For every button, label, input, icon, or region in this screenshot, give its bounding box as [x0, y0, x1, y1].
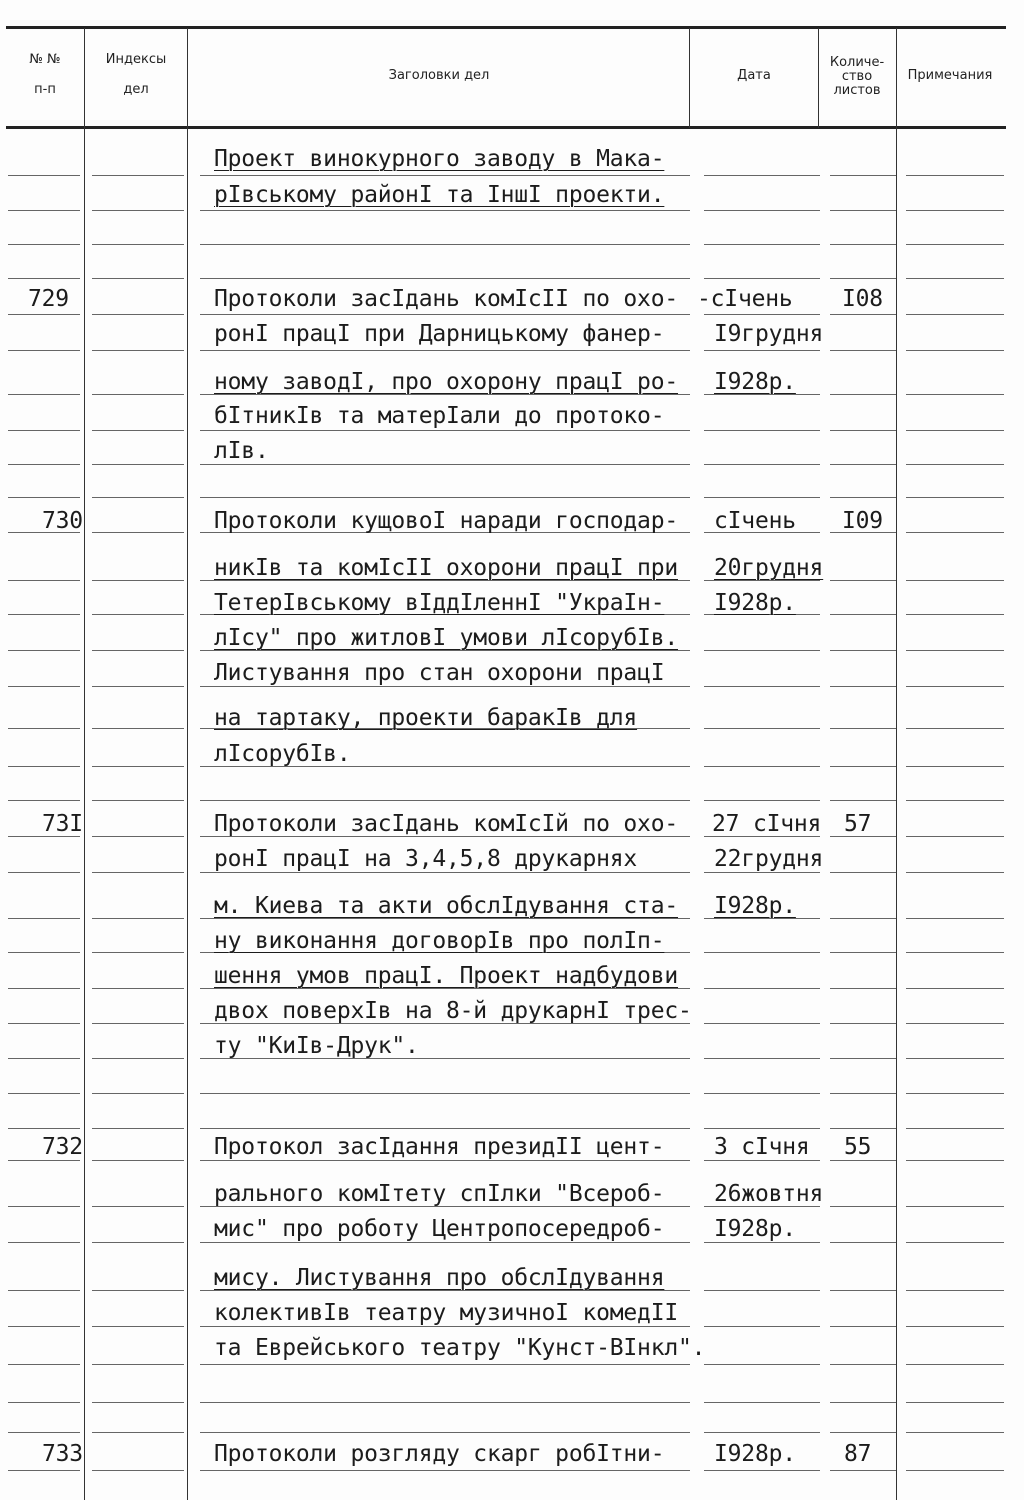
ruled-line: [8, 1058, 80, 1059]
ruled-line: [92, 686, 184, 687]
record-title-line: ту "КиІв-Друк".: [214, 1033, 419, 1059]
ruled-line: [8, 686, 80, 687]
header-number-line2: п-п: [34, 82, 56, 97]
ruled-line: [906, 1470, 1004, 1471]
record-title-line: ронІ працІ на 3,4,5,8 друкарнях: [214, 846, 638, 872]
ruled-line: [830, 1326, 896, 1327]
ruled-line: [830, 394, 896, 395]
ruled-line: [92, 766, 184, 767]
ruled-line: [92, 1128, 184, 1129]
record-title-line: рального комІтету спІлки "Всероб-: [214, 1181, 665, 1207]
ruled-line: [8, 350, 80, 351]
record-date-line: -сІчень: [697, 286, 793, 312]
ruled-line: [92, 532, 184, 533]
ruled-line: [8, 394, 80, 395]
ruled-line: [92, 210, 184, 211]
record-title-line: м. Киева та акти обслІдування ста-: [214, 893, 679, 919]
record-title-line: ронІ працІ при Дарницькому фанер-: [214, 321, 665, 347]
ruled-line: [830, 1470, 896, 1471]
ruled-line: [906, 1206, 1004, 1207]
record-date-line: 27 сІчня: [712, 811, 822, 837]
header-bottom-rule: [6, 126, 1006, 129]
record-number: 730: [42, 508, 83, 534]
ruled-line: [830, 952, 896, 953]
record-date-line: 26жовтня: [714, 1181, 824, 1207]
ruled-line: [92, 244, 184, 245]
header-date: Дата: [737, 68, 771, 83]
ruled-line: [830, 650, 896, 651]
ruled-line: [200, 350, 690, 351]
ruled-line: [906, 836, 1004, 837]
ruled-line: [830, 497, 896, 498]
ruled-line: [704, 314, 820, 315]
ruled-line: [8, 210, 80, 211]
record-date-line: І928р.: [714, 590, 796, 616]
ruled-line: [200, 497, 690, 498]
ruled-line: [8, 1364, 80, 1365]
ruled-line: [92, 952, 184, 953]
column-divider: [689, 28, 690, 128]
ruled-line: [830, 918, 896, 919]
ruled-line: [704, 800, 820, 801]
header-notes: Примечания: [907, 68, 993, 83]
ruled-line: [704, 1290, 820, 1291]
ruled-line: [92, 278, 184, 279]
ruled-line: [906, 464, 1004, 465]
ruled-line: [200, 464, 690, 465]
ruled-line: [830, 1058, 896, 1059]
column-divider: [84, 28, 85, 1500]
header-number-line1: № №: [29, 52, 61, 67]
ruled-line: [830, 988, 896, 989]
ruled-line: [906, 580, 1004, 581]
ruled-line: [906, 1160, 1004, 1161]
ruled-line: [830, 1402, 896, 1403]
ruled-line: [704, 1058, 820, 1059]
ruled-line: [8, 464, 80, 465]
ruled-line: [200, 1470, 690, 1471]
ruled-line: [906, 952, 1004, 953]
ruled-line: [906, 1242, 1004, 1243]
ruled-line: [92, 350, 184, 351]
record-number: 732: [42, 1134, 83, 1160]
ruled-line: [8, 1128, 80, 1129]
record-title-line: бІтникІв та матерІали до протоко-: [214, 403, 665, 429]
ruled-line: [830, 175, 896, 176]
ruled-line: [906, 1364, 1004, 1365]
ruled-line: [8, 1023, 80, 1024]
ruled-line: [704, 278, 820, 279]
ruled-line: [92, 175, 184, 176]
record-number: 733: [42, 1441, 83, 1467]
ruled-line: [830, 1093, 896, 1094]
header-sheets-line3: листов: [833, 83, 881, 98]
ruled-line: [92, 872, 184, 873]
record-sheets: І08: [842, 286, 883, 312]
record-date-line: 22грудня: [714, 846, 824, 872]
ruled-line: [8, 766, 80, 767]
record-date-line: 3 сІчня: [714, 1134, 810, 1160]
record-number: 73І: [42, 811, 83, 837]
ruled-line: [8, 1402, 80, 1403]
ruled-line: [830, 430, 896, 431]
ruled-line: [8, 988, 80, 989]
record-title-line: Протоколи засІдань комІсІй по охо-: [214, 811, 679, 837]
record-title-line: лІсу" про житловІ умови лІсорубІв.: [214, 625, 679, 651]
ruled-line: [200, 278, 690, 279]
ruled-line: [830, 1242, 896, 1243]
ruled-line: [92, 1364, 184, 1365]
ruled-line: [906, 1290, 1004, 1291]
ruled-line: [92, 836, 184, 837]
ruled-line: [906, 1023, 1004, 1024]
record-title-line: Листування про стан охорони працІ: [214, 660, 665, 686]
ruled-line: [704, 1402, 820, 1403]
ruled-line: [8, 1470, 80, 1471]
ruled-line: [830, 686, 896, 687]
ruled-line: [830, 1364, 896, 1365]
record-date-line: І928р.: [714, 1441, 796, 1467]
ruled-line: [8, 497, 80, 498]
ruled-line: [906, 918, 1004, 919]
header-number: [10, 52, 80, 98]
ruled-line: [906, 1402, 1004, 1403]
ruled-line: [906, 210, 1004, 211]
ruled-line: [8, 278, 80, 279]
header-index: [90, 52, 182, 98]
ruled-line: [906, 532, 1004, 533]
record-sheets: 87: [844, 1441, 872, 1467]
ruled-line: [704, 175, 820, 176]
ruled-line: [8, 1290, 80, 1291]
header-sheets-line2: ство: [841, 69, 873, 84]
ruled-line: [92, 580, 184, 581]
ruled-line: [830, 1206, 896, 1207]
record-title-line: на тартаку, проекти баракІв для: [214, 705, 638, 731]
ruled-line: [8, 800, 80, 801]
ruled-line: [8, 1242, 80, 1243]
ruled-line: [92, 1242, 184, 1243]
ruled-line: [704, 1364, 820, 1365]
ruled-line: [830, 1290, 896, 1291]
ruled-line: [906, 278, 1004, 279]
ruled-line: [92, 1206, 184, 1207]
ruled-line: [8, 1326, 80, 1327]
ruled-line: [8, 614, 80, 615]
ruled-line: [92, 497, 184, 498]
ruled-line: [906, 1058, 1004, 1059]
ruled-line: [8, 580, 80, 581]
header-index-line2: дел: [123, 82, 149, 97]
record-title-line: лІсорубІв.: [214, 741, 351, 767]
record-date-line: 20грудня: [714, 555, 824, 581]
record-title-line: Протоколи засІдань комІсІІ по охо-: [214, 286, 679, 312]
ruled-line: [704, 350, 820, 351]
ruled-line: [906, 314, 1004, 315]
ruled-line: [8, 728, 80, 729]
ruled-line: [830, 244, 896, 245]
ruled-line: [704, 210, 820, 211]
ruled-line: [200, 430, 690, 431]
record-sheets: 57: [844, 811, 872, 837]
ruled-line: [92, 1326, 184, 1327]
record-date-line: І9грудня: [714, 321, 824, 347]
ruled-line: [704, 952, 820, 953]
ruled-line: [92, 1470, 184, 1471]
ruled-line: [906, 175, 1004, 176]
ruled-line: [906, 394, 1004, 395]
ruled-line: [906, 1326, 1004, 1327]
ruled-line: [704, 1093, 820, 1094]
continuation-line: рІвському районІ та ІншІ проекти.: [214, 182, 665, 208]
ruled-line: [704, 1470, 820, 1471]
ruled-line: [92, 1160, 184, 1161]
ruled-line: [704, 1432, 820, 1433]
record-title-line: ТетерІвському вІддІленнІ "УкраІн-: [214, 590, 665, 616]
ruled-line: [200, 800, 690, 801]
ruled-line: [92, 988, 184, 989]
record-title-line: Протоколи кущовоІ наради господар-: [214, 508, 679, 534]
ruled-line: [200, 244, 690, 245]
ruled-line: [704, 650, 820, 651]
ruled-line: [92, 314, 184, 315]
header-sheets-line1: Количе-: [829, 55, 885, 70]
ruled-line: [200, 175, 690, 176]
ruled-line: [92, 614, 184, 615]
ruled-line: [200, 210, 690, 211]
ruled-line: [8, 952, 80, 953]
ruled-line: [704, 766, 820, 767]
record-title-line: та Еврейського театру "Кунст-ВІнкл".: [214, 1335, 706, 1361]
ruled-line: [8, 1093, 80, 1094]
ruled-line: [830, 210, 896, 211]
record-title-line: Протокол засІдання президІІ цент-: [214, 1134, 665, 1160]
ruled-line: [704, 1023, 820, 1024]
ruled-line: [8, 1432, 80, 1433]
ruled-line: [8, 650, 80, 651]
ruled-line: [92, 1432, 184, 1433]
ruled-line: [8, 175, 80, 176]
header-index-line1: Индексы: [105, 52, 167, 67]
ruled-line: [906, 800, 1004, 801]
ruled-line: [200, 314, 690, 315]
ruled-line: [92, 800, 184, 801]
ruled-line: [92, 918, 184, 919]
ruled-line: [830, 580, 896, 581]
ruled-line: [200, 1093, 690, 1094]
ruled-line: [830, 614, 896, 615]
ruled-line: [92, 728, 184, 729]
column-divider: [896, 28, 897, 1500]
ruled-line: [830, 1432, 896, 1433]
column-divider: [818, 28, 819, 128]
ruled-line: [92, 1290, 184, 1291]
record-title-line: шення умов працІ. Проект надбудови: [214, 963, 679, 989]
ruled-line: [906, 350, 1004, 351]
ruled-line: [704, 464, 820, 465]
ruled-line: [906, 686, 1004, 687]
ruled-line: [704, 728, 820, 729]
ruled-line: [8, 872, 80, 873]
header-top-rule: [6, 26, 1006, 29]
ruled-line: [92, 430, 184, 431]
ruled-line: [92, 394, 184, 395]
ruled-line: [906, 1093, 1004, 1094]
ruled-line: [200, 1432, 690, 1433]
ruled-line: [830, 464, 896, 465]
ruled-line: [830, 766, 896, 767]
record-sheets: 55: [844, 1134, 872, 1160]
ruled-line: [830, 1128, 896, 1129]
ruled-line: [906, 1128, 1004, 1129]
ruled-line: [704, 497, 820, 498]
ruled-line: [704, 244, 820, 245]
record-date-line: сІчень: [714, 508, 796, 534]
record-title-line: мис" про роботу Центропосередроб-: [214, 1216, 665, 1242]
record-date-line: І928р.: [714, 893, 796, 919]
ruled-line: [704, 686, 820, 687]
ruled-line: [704, 430, 820, 431]
ruled-line: [830, 800, 896, 801]
record-title-line: двох поверхІв на 8-й друкарнІ трес-: [214, 998, 692, 1024]
ruled-line: [830, 278, 896, 279]
ruled-line: [92, 1093, 184, 1094]
ruled-line: [8, 244, 80, 245]
ruled-line: [830, 350, 896, 351]
record-title-line: мису. Листування про обслІдування: [214, 1265, 665, 1291]
ruled-line: [704, 1128, 820, 1129]
ruled-line: [8, 1206, 80, 1207]
ruled-line: [830, 314, 896, 315]
header-sheets: [820, 56, 894, 98]
ruled-line: [906, 766, 1004, 767]
ruled-line: [92, 464, 184, 465]
record-title-line: ному заводІ, про охорону працІ ро-: [214, 369, 679, 395]
column-divider: [187, 28, 188, 1500]
record-title-line: никІв та комІсІІ охорони працІ при: [214, 555, 679, 581]
continuation-line: Проект винокурного заводу в Мака-: [214, 146, 665, 172]
ruled-line: [704, 988, 820, 989]
ruled-line: [906, 497, 1004, 498]
ruled-line: [830, 1023, 896, 1024]
ruled-line: [200, 1128, 690, 1129]
record-title-line: Протоколи розгляду скарг робІтни-: [214, 1441, 665, 1467]
ruled-line: [830, 728, 896, 729]
ruled-line: [704, 1326, 820, 1327]
ruled-line: [8, 430, 80, 431]
ruled-line: [906, 988, 1004, 989]
record-title-line: лІв.: [214, 438, 269, 464]
record-date-line: І928р.: [714, 369, 796, 395]
record-date-line: І928р.: [714, 1216, 796, 1242]
ruled-line: [92, 1023, 184, 1024]
record-sheets: І09: [842, 508, 883, 534]
ruled-line: [906, 872, 1004, 873]
ruled-line: [906, 728, 1004, 729]
ruled-line: [8, 918, 80, 919]
header-title: Заголовки дел: [388, 68, 490, 83]
ruled-line: [200, 1364, 690, 1365]
ruled-line: [906, 244, 1004, 245]
record-title-line: колективІв театру музичноІ комедІІ: [214, 1300, 679, 1326]
record-number: 729: [28, 286, 69, 312]
record-title-line: ну виконання договорІв про полІп-: [214, 928, 665, 954]
ruled-line: [906, 1432, 1004, 1433]
ruled-line: [92, 1058, 184, 1059]
ruled-line: [906, 614, 1004, 615]
ruled-line: [830, 872, 896, 873]
ruled-line: [92, 650, 184, 651]
ruled-line: [200, 1402, 690, 1403]
ruled-line: [92, 1402, 184, 1403]
ruled-line: [906, 650, 1004, 651]
ruled-line: [8, 314, 80, 315]
ruled-line: [906, 430, 1004, 431]
